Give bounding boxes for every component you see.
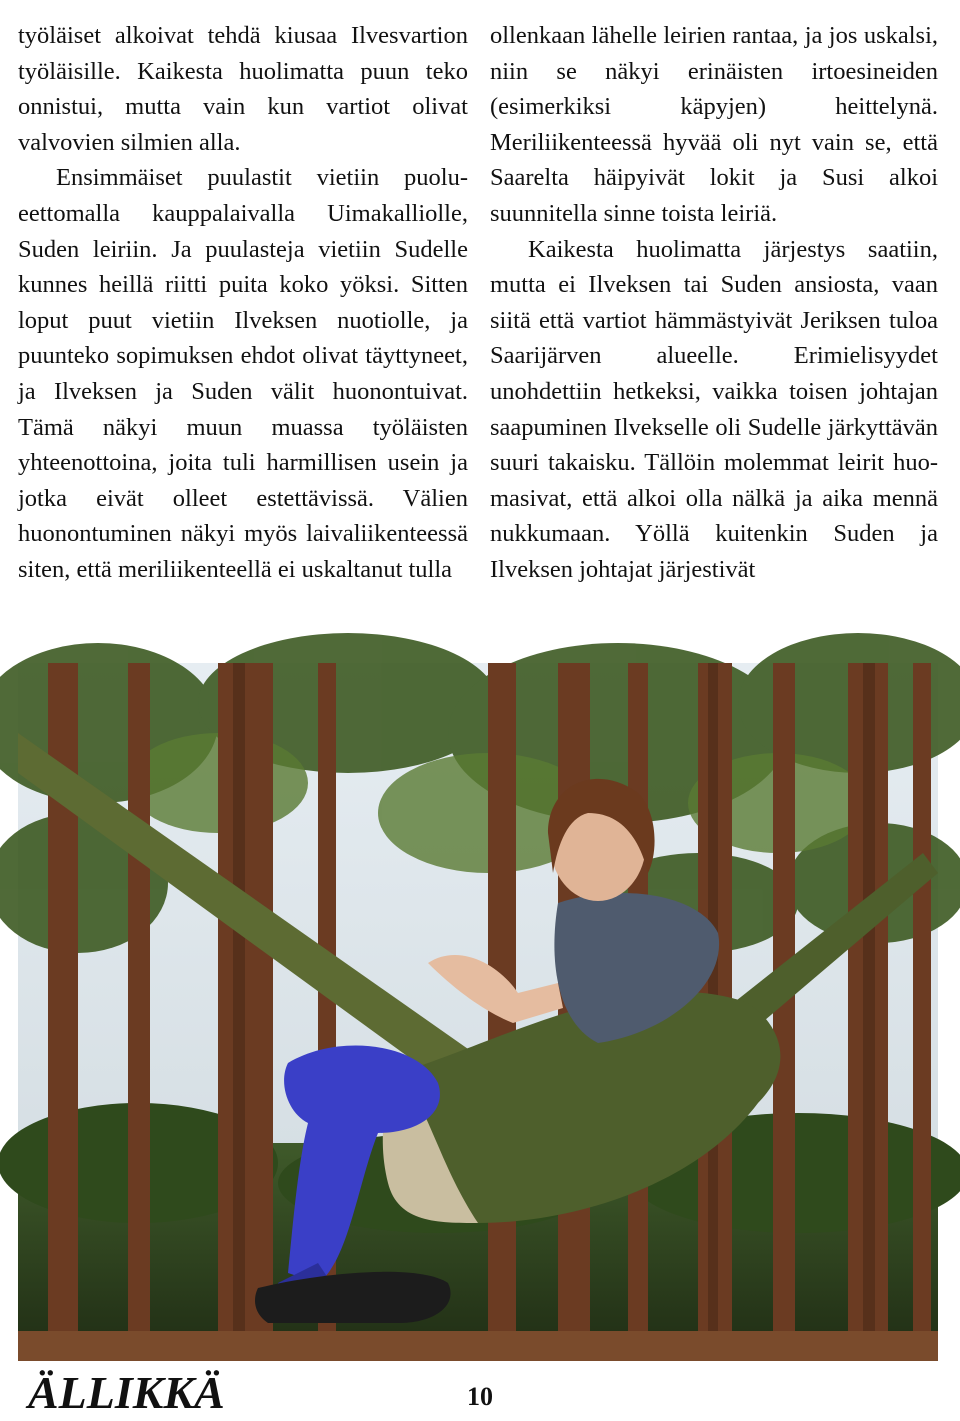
magazine-logo	[28, 1366, 225, 1418]
hammock-photo	[18, 663, 938, 1361]
paragraph: Kaikesta huolimatta järjestys saatiin, mutta ei Ilveksen tai Suden ansiosta, vaan siitä että vartiot hämmästyivät Jeriksen tuloa Saarijärven alueelle. Erimielisyydet unohdettiin hetkeksi, vaikka toisen johtajan saapuminen Ilvekselle oli Sudelle järkyttävän suuri takaisku. Tällöin molemmat leirit huomasivat, että alkoi olla nälkä ja aika mennä nukkumaan. Yöllä kuitenkin Suden ja Ilveksen johtajat järjestivät	[490, 235, 938, 583]
paragraph: työläiset alkoivat tehdä kiusaa Ilvesvartion työläisille. Kaikesta huolimatta puun teko onnistui, mutta vain kun vartiot olivat valvovien silmien alla.	[18, 22, 468, 156]
left-text-column	[18, 18, 468, 588]
logo-text: ÄLLIKKÄ	[28, 1367, 225, 1418]
right-text-column	[490, 18, 938, 588]
page-number: 10	[467, 1382, 493, 1411]
paragraph: ollenkaan lähelle leirien rantaa, ja jos uskalsi, niin se näkyi erinäisten irtoesineiden (esimerkiksi käpyjen) heittelynä. Meriliikenteessä hyvää oli nyt vain se, että Saarelta häipyivät lokit ja Susi alkoi suunnitella sinne toista leiriä.	[490, 22, 938, 227]
paragraph: Ensimmäiset puulastit vietiin puolueettomalla kauppalaivalla Uimakalliolle, Suden leiriin. Ja puulasteja vietiin Sudelle kunnes heillä riitti puita koko yöksi. Sitten loput puut vietiin Ilveksen nuotiolle, ja puunteko sopimuksen ehdot olivat täyttyneet, ja Ilveksen ja Suden välit huonontuivat. Tämä näkyi muun muassa työläisten yhteenottoina, joita tuli harmillisen usein ja jotka eivät olleet estettävissä. Välien huonontuminen näkyi myös laivaliikenteessä siten, että meriliikenteellä ei uskaltanut tulla	[18, 164, 468, 583]
